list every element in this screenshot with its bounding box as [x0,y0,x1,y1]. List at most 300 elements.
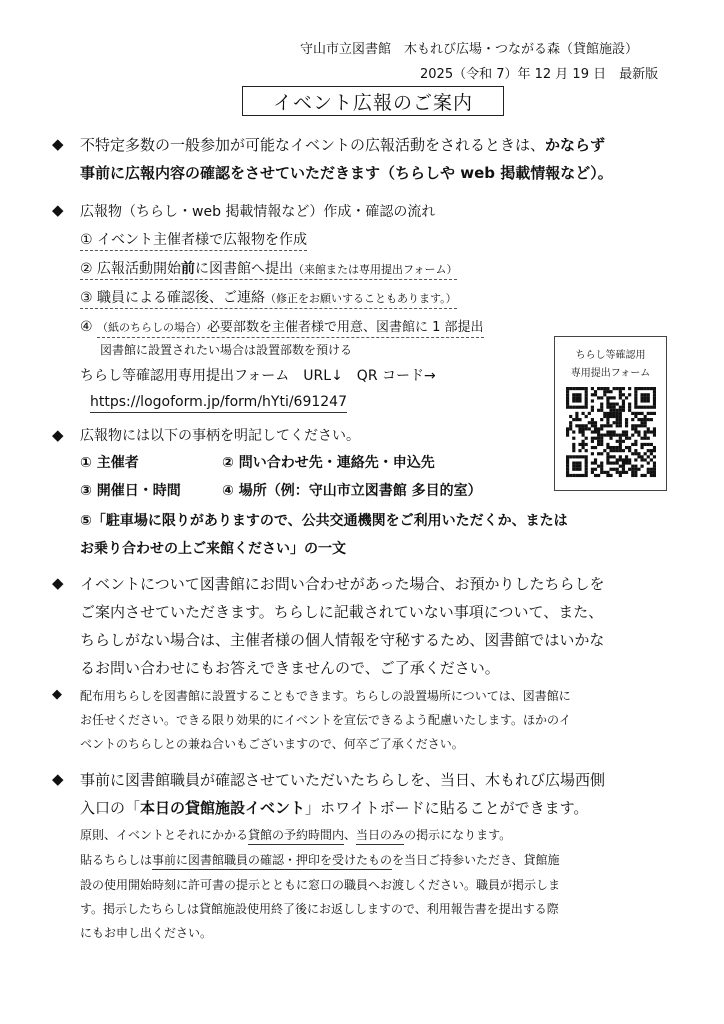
bullet-diamond-icon: ◆ [52,574,64,592]
qr-module [575,474,578,477]
qr-module [572,446,575,449]
qr-module [653,471,656,474]
qr-module [653,412,656,415]
qr-module [606,443,609,446]
qr-code-icon[interactable] [566,383,656,481]
qr-module [616,418,619,421]
qr-module [613,406,616,409]
qr-module [585,406,588,409]
qr-module [647,468,650,471]
qr-module [647,430,650,433]
qr-module [585,396,588,399]
qr-module [644,434,647,437]
qr-module [609,474,612,477]
qr-module [575,415,578,418]
qr-module [628,437,631,440]
qr-module [650,430,653,433]
qr-module [644,399,647,402]
page-title-text: イベント広報のご案内 [272,91,473,114]
qr-module [606,461,609,464]
qr-module [613,461,616,464]
section6-line-4-ul: 事前に図書館職員の確認・押印を受けたもの [152,853,392,870]
qr-module [591,446,594,449]
qr-module [575,399,578,402]
qr-module [594,421,597,424]
qr-module [631,434,634,437]
qr-module [591,418,594,421]
qr-module [569,427,572,430]
qr-module [578,393,581,396]
qr-module [585,424,588,427]
qr-module [631,465,634,468]
qr-module [609,461,612,464]
qr-module [572,449,575,452]
qr-module [622,449,625,452]
qr-module [644,393,647,396]
qr-module [606,471,609,474]
qr-module [609,446,612,449]
qr-module [603,434,606,437]
qr-module [578,427,581,430]
qr-module [616,468,619,471]
qr-module [597,396,600,399]
qr-module [588,412,591,415]
qr-module [594,474,597,477]
qr-module [566,430,569,433]
qr-module [609,406,612,409]
qr-module [600,465,603,468]
section1-line1-bold: かならず [545,136,606,154]
qr-module [653,434,656,437]
qr-module [609,430,612,433]
qr-module [637,424,640,427]
qr-module [613,455,616,458]
qr-module [619,387,622,390]
qr-module [619,393,622,396]
qr-module [628,409,631,412]
qr-module [613,421,616,424]
qr-module [650,458,653,461]
qr-module [616,471,619,474]
qr-module [566,474,569,477]
qr-module [619,437,622,440]
qr-module [625,430,628,433]
qr-module [650,412,653,415]
qr-module [644,430,647,433]
qr-module [572,418,575,421]
flow-step-2-a: ② 広報活動開始 [80,261,182,277]
qr-module [640,455,643,458]
qr-module [575,465,578,468]
qr-module [613,415,616,418]
qr-module [594,390,597,393]
qr-module [572,437,575,440]
qr-module [622,434,625,437]
qr-module [625,461,628,464]
qr-module [647,455,650,458]
section4-line-1: イベントについて図書館にお問い合わせがあった場合、お預かりしたちらしを [80,575,605,593]
qr-module [625,434,628,437]
flow-step-1-text: ① イベント主催者様で広報物を作成 [80,232,307,251]
qr-module [619,421,622,424]
qr-module [578,424,581,427]
qr-module [585,468,588,471]
qr-module [606,424,609,427]
qr-module [619,406,622,409]
qr-module [585,455,588,458]
qr-module [600,461,603,464]
qr-module [653,393,656,396]
qr-module [628,449,631,452]
qr-module [594,468,597,471]
qr-module [566,465,569,468]
section6-line-2-bold: 本日の貸館施設イベント [140,799,306,817]
qr-module [653,390,656,393]
qr-module [597,465,600,468]
bullet-diamond-icon: ◆ [52,770,64,788]
qr-module [637,387,640,390]
qr-module [613,403,616,406]
qr-module [572,393,575,396]
qr-module [637,406,640,409]
qr-module [647,418,650,421]
qr-module [566,427,569,430]
qr-module [634,465,637,468]
qr-module [619,474,622,477]
qr-module [597,452,600,455]
qr-module [585,443,588,446]
qr-module [585,465,588,468]
qr-module [631,468,634,471]
qr-module [575,424,578,427]
qr-module [634,412,637,415]
form-url-link[interactable] [90,394,347,410]
qr-module [634,396,637,399]
qr-module [625,424,628,427]
qr-module [622,403,625,406]
qr-module [569,387,572,390]
qr-module [603,415,606,418]
qr-module [606,406,609,409]
qr-module [650,471,653,474]
qr-module [591,393,594,396]
qr-module [634,440,637,443]
section5-line-2: お任せください。できる限り効果的にイベントを宣伝できるよう配慮いたします。ほかのイ [80,713,572,727]
qr-module [606,455,609,458]
qr-module [634,387,637,390]
required-item-5-bold: お乗り合わせの上ご来館ください [80,541,290,557]
qr-module [591,437,594,440]
qr-module [619,471,622,474]
qr-module [578,418,581,421]
qr-module [609,468,612,471]
qr-module [591,468,594,471]
qr-module [619,455,622,458]
qr-module [578,443,581,446]
qr-module [575,455,578,458]
qr-module [609,434,612,437]
qr-module [637,430,640,433]
qr-module [606,446,609,449]
qr-module [569,406,572,409]
qr-module [628,393,631,396]
page-title [242,86,504,116]
flow-step-4-num: ④ [80,319,93,335]
qr-module [644,424,647,427]
qr-module [653,406,656,409]
qr-module [609,409,612,412]
qr-module [619,449,622,452]
qr-module [653,455,656,458]
qr-module [622,471,625,474]
flow-step-4-a: （紙のちらしの場合） [97,321,208,334]
qr-module [609,412,612,415]
qr-module [569,455,572,458]
qr-module [606,390,609,393]
qr-module [603,387,606,390]
qr-module [606,412,609,415]
qr-module [619,446,622,449]
qr-module [616,458,619,461]
qr-module [591,452,594,455]
qr-module [578,406,581,409]
qr-module [653,468,656,471]
qr-module [625,421,628,424]
qr-module [647,437,650,440]
qr-module [622,393,625,396]
qr-module [603,424,606,427]
qr-module [572,443,575,446]
qr-module [585,387,588,390]
qr-module [603,393,606,396]
qr-module [653,399,656,402]
flow-step-1 [80,229,307,249]
qr-label-2: 専用提出フォーム [570,368,651,379]
qr-module [606,403,609,406]
qr-module [572,474,575,477]
qr-module [609,455,612,458]
flow-step-2-note: （来館または専用提出フォーム） [293,263,458,276]
qr-module [634,474,637,477]
qr-module [613,412,616,415]
qr-module [597,443,600,446]
qr-module [575,468,578,471]
qr-module [582,443,585,446]
flow-step-2-c: に図書館へ提出 [195,261,294,277]
qr-module [640,418,643,421]
qr-module [647,461,650,464]
qr-module [606,418,609,421]
qr-module [600,418,603,421]
qr-module [647,412,650,415]
qr-module [594,446,597,449]
qr-module [600,406,603,409]
qr-module [566,471,569,474]
qr-module [625,418,628,421]
qr-module [647,387,650,390]
qr-module [622,440,625,443]
qr-module [578,449,581,452]
qr-module [653,449,656,452]
bullet-diamond-icon: ◆ [52,201,64,219]
qr-module [600,440,603,443]
qr-module [622,406,625,409]
qr-module [640,406,643,409]
qr-module [628,406,631,409]
form-url-text[interactable]: https://logoform.jp/form/hYti/691247 [90,394,347,413]
qr-module [640,412,643,415]
qr-module [647,449,650,452]
qr-module [600,396,603,399]
qr-module [582,427,585,430]
qr-module [585,415,588,418]
qr-module [640,437,643,440]
qr-module [613,449,616,452]
qr-module [619,424,622,427]
qr-module [572,399,575,402]
qr-module [640,399,643,402]
qr-module [650,452,653,455]
qr-module [625,455,628,458]
qr-module [634,427,637,430]
qr-module [603,449,606,452]
qr-module [613,396,616,399]
qr-module [613,387,616,390]
qr-module [634,452,637,455]
required-item-5-rest: 」の一文 [290,541,346,557]
qr-module [575,406,578,409]
qr-module [597,440,600,443]
flow-step-2 [80,258,457,278]
qr-module [625,471,628,474]
qr-module [647,399,650,402]
flow-step-3-note: （修正をお願いすることもあります。） [265,292,457,305]
qr-module [600,437,603,440]
qr-module [600,387,603,390]
qr-module [572,468,575,471]
qr-module [597,387,600,390]
qr-module [647,406,650,409]
qr-module [572,465,575,468]
qr-module [606,458,609,461]
qr-module [600,403,603,406]
qr-module [569,424,572,427]
section1-line1 [80,134,605,155]
qr-module [634,471,637,474]
flow-step-3-text: ③ 職員による確認後、ご連絡 [80,290,266,306]
section6-line-6: す。掲示したちらしは貸館施設使用終了後にお返ししますので、利用報告書を提出する際 [80,902,559,916]
qr-module [619,434,622,437]
qr-module [616,449,619,452]
qr-module [609,403,612,406]
qr-module [637,452,640,455]
section6-line-4 [80,851,560,868]
qr-module [572,396,575,399]
required-item-2: ② 問い合わせ先・連絡先・申込先 [222,455,435,471]
qr-module [647,443,650,446]
qr-module [600,427,603,430]
qr-module [585,437,588,440]
flow-step-4-sub: 図書館に設置されたい場合は設置部数を預ける [100,343,353,357]
qr-module [637,434,640,437]
qr-module [628,458,631,461]
qr-module [575,418,578,421]
qr-module [622,468,625,471]
qr-module [597,427,600,430]
section6-line-2 [80,797,588,818]
qr-module [619,443,622,446]
qr-module [613,446,616,449]
section6-line-2-a: 入口の「 [80,799,141,817]
qr-module [591,421,594,424]
section4-line-3: ちらしがない場合は、主催者様の個人情報を守秘するため、図書館ではいかな [80,631,605,649]
qr-module [575,412,578,415]
qr-module [572,455,575,458]
qr-module [578,387,581,390]
qr-module [585,393,588,396]
qr-module [578,396,581,399]
qr-module [572,430,575,433]
qr-module [582,387,585,390]
qr-module [640,396,643,399]
qr-module [606,474,609,477]
qr-module [588,427,591,430]
qr-module [653,427,656,430]
qr-module [585,427,588,430]
qr-module [609,390,612,393]
qr-module [622,458,625,461]
qr-module [566,461,569,464]
qr-module [616,434,619,437]
qr-module [644,396,647,399]
qr-module [569,474,572,477]
qr-module [650,474,653,477]
section6-line-3-a: 原則、イベントとそれにかかる [80,828,249,842]
qr-module [613,468,616,471]
qr-module [585,471,588,474]
bullet-diamond-icon: ◆ [52,426,64,444]
qr-module [634,403,637,406]
qr-module [634,449,637,452]
qr-module [619,412,622,415]
qr-module [600,468,603,471]
qr-module [594,424,597,427]
qr-module [647,396,650,399]
qr-module [616,387,619,390]
qr-module [634,458,637,461]
qr-module [566,396,569,399]
qr-module [637,418,640,421]
qr-module [619,409,622,412]
qr-module [637,455,640,458]
qr-module [653,446,656,449]
qr-module [566,468,569,471]
qr-module [609,396,612,399]
section2-heading: 広報物（ちらし・web 掲載情報など）作成・確認の流れ [80,204,436,220]
qr-module [585,449,588,452]
qr-module [634,406,637,409]
qr-module [582,474,585,477]
qr-module [566,393,569,396]
qr-module [566,390,569,393]
qr-module [609,449,612,452]
qr-module [606,415,609,418]
section6-line-3-b: 、 [344,828,357,842]
qr-module [588,421,591,424]
qr-module [600,471,603,474]
qr-module [631,471,634,474]
qr-module [619,396,622,399]
